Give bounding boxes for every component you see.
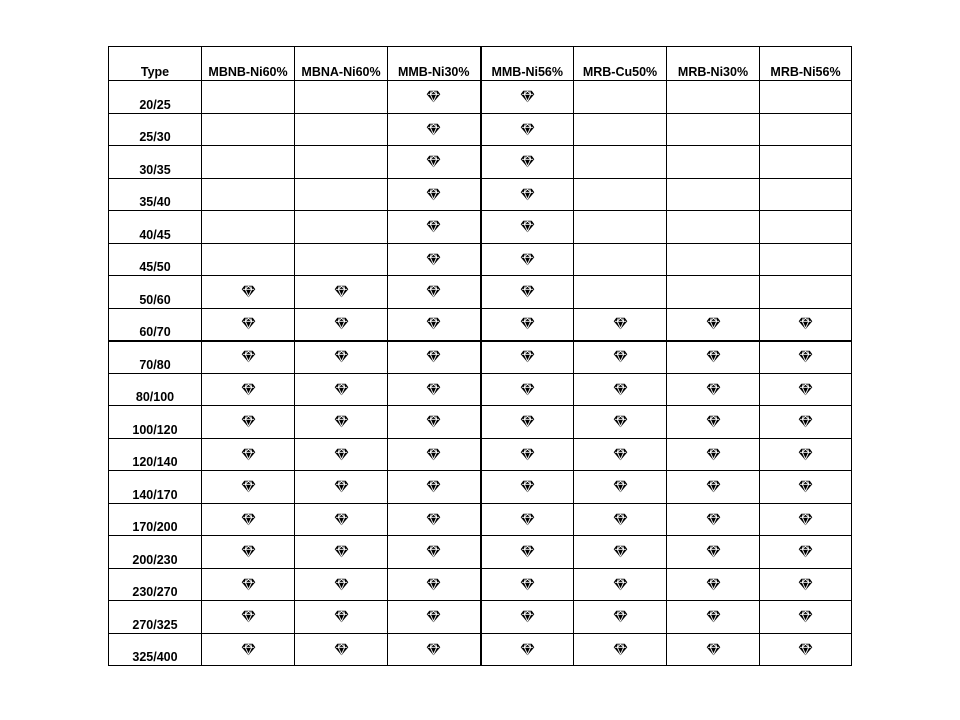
table-row: [109, 211, 852, 244]
diamond-icon: [613, 448, 628, 461]
availability-cell: [388, 503, 481, 536]
row-type-label: 200/230: [109, 536, 202, 569]
availability-cell: [760, 146, 852, 179]
row-type-label: 100/120: [109, 406, 202, 439]
row-type-label: 40/45: [109, 211, 202, 244]
availability-cell: [574, 601, 667, 634]
row-type-label: 140/170: [109, 471, 202, 504]
availability-cell: [481, 568, 574, 601]
diamond-icon: [241, 448, 256, 461]
availability-cell: [760, 373, 852, 406]
row-type-label: 70/80: [109, 341, 202, 374]
availability-cell: [481, 373, 574, 406]
table-row: [109, 633, 852, 666]
diamond-icon: [426, 188, 441, 201]
diamond-icon: [798, 350, 813, 363]
availability-cell: [574, 471, 667, 504]
availability-cell: [202, 341, 295, 374]
table-row: [109, 471, 852, 504]
diamond-icon: [520, 253, 535, 266]
availability-cell: [667, 568, 760, 601]
availability-cell: [667, 373, 760, 406]
availability-cell: [388, 471, 481, 504]
availability-cell: [202, 406, 295, 439]
diamond-icon: [706, 643, 721, 656]
diamond-icon: [520, 350, 535, 363]
table-row: [109, 503, 852, 536]
availability-cell: [574, 113, 667, 146]
table-row: [109, 536, 852, 569]
availability-cell: [667, 438, 760, 471]
diamond-icon: [706, 350, 721, 363]
row-type-label: 30/35: [109, 146, 202, 179]
row-type-label: 80/100: [109, 373, 202, 406]
diamond-icon: [241, 480, 256, 493]
diamond-icon: [613, 383, 628, 396]
diamond-icon: [426, 610, 441, 623]
row-type-label: 45/50: [109, 243, 202, 276]
availability-cell: [295, 601, 388, 634]
diamond-icon: [426, 317, 441, 330]
availability-cell: [667, 211, 760, 244]
availability-cell: [388, 536, 481, 569]
diamond-icon: [426, 545, 441, 558]
availability-cell: [574, 81, 667, 114]
availability-cell: [202, 81, 295, 114]
diamond-icon: [241, 643, 256, 656]
diamond-icon: [241, 513, 256, 526]
availability-cell: [481, 243, 574, 276]
header-mrb-ni56: MRB-Ni56%: [760, 47, 852, 81]
availability-cell: [202, 308, 295, 341]
diamond-icon: [426, 285, 441, 298]
availability-cell: [481, 113, 574, 146]
diamond-icon: [706, 415, 721, 428]
availability-cell: [667, 503, 760, 536]
availability-cell: [295, 341, 388, 374]
row-type-label: 170/200: [109, 503, 202, 536]
availability-cell: [295, 406, 388, 439]
availability-cell: [388, 308, 481, 341]
availability-cell: [295, 146, 388, 179]
availability-cell: [481, 438, 574, 471]
availability-cell: [667, 308, 760, 341]
availability-cell: [202, 568, 295, 601]
table-row: [109, 308, 852, 341]
availability-cell: [760, 406, 852, 439]
diamond-icon: [706, 383, 721, 396]
availability-cell: [295, 471, 388, 504]
availability-cell: [388, 178, 481, 211]
diamond-icon: [426, 513, 441, 526]
availability-cell: [388, 276, 481, 309]
availability-cell: [760, 601, 852, 634]
availability-cell: [202, 503, 295, 536]
availability-cell: [481, 308, 574, 341]
diamond-icon: [520, 155, 535, 168]
diamond-icon: [334, 545, 349, 558]
availability-cell: [295, 438, 388, 471]
diamond-icon: [241, 578, 256, 591]
availability-cell: [295, 633, 388, 666]
availability-cell: [388, 113, 481, 146]
availability-cell: [481, 536, 574, 569]
diamond-icon: [798, 383, 813, 396]
table-row: [109, 276, 852, 309]
table-row: [109, 341, 852, 374]
availability-cell: [760, 503, 852, 536]
availability-cell: [388, 438, 481, 471]
availability-cell: [667, 81, 760, 114]
availability-cell: [760, 438, 852, 471]
availability-cell: [481, 211, 574, 244]
availability-cell: [388, 633, 481, 666]
table-row: [109, 373, 852, 406]
diamond-icon: [520, 610, 535, 623]
availability-cell: [667, 113, 760, 146]
diamond-icon: [706, 610, 721, 623]
diamond-icon: [798, 578, 813, 591]
diamond-icon: [706, 480, 721, 493]
diamond-icon: [706, 513, 721, 526]
diamond-icon: [334, 350, 349, 363]
availability-cell: [388, 373, 481, 406]
header-mrb-cu50: MRB-Cu50%: [574, 47, 667, 81]
diamond-icon: [241, 415, 256, 428]
diamond-icon: [520, 448, 535, 461]
diamond-icon: [798, 513, 813, 526]
diamond-icon: [426, 415, 441, 428]
availability-cell: [202, 146, 295, 179]
row-type-label: 325/400: [109, 633, 202, 666]
availability-cell: [574, 503, 667, 536]
diamond-icon: [520, 383, 535, 396]
availability-cell: [667, 341, 760, 374]
table-row: [109, 601, 852, 634]
diamond-icon: [426, 448, 441, 461]
availability-cell: [295, 276, 388, 309]
row-type-label: 50/60: [109, 276, 202, 309]
availability-cell: [760, 471, 852, 504]
availability-cell: [202, 471, 295, 504]
diamond-icon: [334, 317, 349, 330]
table-row: [109, 438, 852, 471]
availability-cell: [388, 243, 481, 276]
diamond-icon: [613, 415, 628, 428]
header-mbna-ni60: MBNA-Ni60%: [295, 47, 388, 81]
header-mrb-ni30: MRB-Ni30%: [667, 47, 760, 81]
row-type-label: 270/325: [109, 601, 202, 634]
header-mmb-ni30: MMB-Ni30%: [388, 47, 481, 81]
availability-cell: [481, 146, 574, 179]
availability-cell: [574, 308, 667, 341]
diamond-icon: [334, 578, 349, 591]
diamond-icon: [706, 578, 721, 591]
diamond-icon: [426, 350, 441, 363]
diamond-icon: [334, 448, 349, 461]
diamond-icon: [426, 578, 441, 591]
diamond-icon: [426, 643, 441, 656]
availability-cell: [760, 276, 852, 309]
availability-cell: [667, 243, 760, 276]
diamond-icon: [520, 220, 535, 233]
diamond-icon: [520, 317, 535, 330]
diamond-icon: [520, 188, 535, 201]
diamond-icon: [334, 480, 349, 493]
availability-cell: [574, 146, 667, 179]
diamond-icon: [241, 610, 256, 623]
availability-cell: [481, 178, 574, 211]
availability-cell: [667, 406, 760, 439]
availability-cell: [760, 633, 852, 666]
diamond-icon: [798, 610, 813, 623]
table-row: [109, 81, 852, 114]
availability-cell: [667, 178, 760, 211]
availability-cell: [295, 568, 388, 601]
header-mbnb-ni60: MBNB-Ni60%: [202, 47, 295, 81]
diamond-icon: [241, 545, 256, 558]
availability-cell: [202, 276, 295, 309]
availability-cell: [667, 146, 760, 179]
diamond-icon: [241, 317, 256, 330]
diamond-icon: [426, 220, 441, 233]
availability-cell: [295, 211, 388, 244]
row-type-label: 25/30: [109, 113, 202, 146]
availability-cell: [760, 568, 852, 601]
diamond-icon: [798, 545, 813, 558]
availability-cell: [295, 178, 388, 211]
availability-cell: [481, 276, 574, 309]
availability-cell: [202, 536, 295, 569]
availability-cell: [295, 243, 388, 276]
diamond-icon: [613, 578, 628, 591]
diamond-icon: [520, 578, 535, 591]
diamond-icon: [520, 415, 535, 428]
diamond-icon: [613, 610, 628, 623]
availability-cell: [388, 146, 481, 179]
availability-cell: [574, 211, 667, 244]
availability-cell: [388, 81, 481, 114]
diamond-icon: [613, 545, 628, 558]
diamond-icon: [613, 480, 628, 493]
availability-cell: [295, 308, 388, 341]
mesh-availability-table: [108, 46, 852, 666]
diamond-icon: [241, 383, 256, 396]
availability-cell: [760, 113, 852, 146]
row-type-label: 35/40: [109, 178, 202, 211]
diamond-icon: [426, 155, 441, 168]
row-type-label: 230/270: [109, 568, 202, 601]
table-row: [109, 113, 852, 146]
header-type: Type: [109, 47, 202, 81]
table-row: [109, 406, 852, 439]
availability-cell: [481, 341, 574, 374]
availability-cell: [202, 113, 295, 146]
row-type-label: 20/25: [109, 81, 202, 114]
availability-cell: [667, 471, 760, 504]
availability-cell: [574, 633, 667, 666]
diamond-icon: [426, 253, 441, 266]
table-row: [109, 178, 852, 211]
availability-cell: [574, 568, 667, 601]
availability-cell: [667, 601, 760, 634]
availability-cell: [760, 243, 852, 276]
availability-cell: [295, 503, 388, 536]
availability-cell: [295, 373, 388, 406]
diamond-icon: [426, 480, 441, 493]
diamond-icon: [798, 480, 813, 493]
availability-cell: [295, 113, 388, 146]
diamond-icon: [426, 123, 441, 136]
availability-cell: [760, 81, 852, 114]
availability-cell: [481, 471, 574, 504]
availability-cell: [388, 406, 481, 439]
availability-cell: [574, 243, 667, 276]
diamond-icon: [798, 448, 813, 461]
availability-cell: [481, 406, 574, 439]
diamond-icon: [334, 415, 349, 428]
availability-cell: [574, 373, 667, 406]
diamond-icon: [798, 415, 813, 428]
diamond-icon: [334, 513, 349, 526]
availability-cell: [388, 568, 481, 601]
availability-cell: [667, 633, 760, 666]
availability-cell: [388, 211, 481, 244]
diamond-icon: [613, 513, 628, 526]
diamond-icon: [613, 350, 628, 363]
row-type-label: 60/70: [109, 308, 202, 341]
diamond-icon: [334, 383, 349, 396]
diamond-icon: [520, 123, 535, 136]
diamond-icon: [520, 285, 535, 298]
availability-cell: [481, 633, 574, 666]
diamond-icon: [426, 90, 441, 103]
availability-cell: [574, 406, 667, 439]
availability-cell: [574, 341, 667, 374]
availability-cell: [574, 178, 667, 211]
diamond-icon: [613, 643, 628, 656]
availability-cell: [574, 438, 667, 471]
availability-cell: [202, 211, 295, 244]
availability-cell: [574, 536, 667, 569]
table-row: [109, 243, 852, 276]
diamond-icon: [706, 317, 721, 330]
diamond-icon: [520, 90, 535, 103]
diamond-icon: [334, 610, 349, 623]
diamond-icon: [241, 350, 256, 363]
availability-cell: [481, 81, 574, 114]
row-type-label: 120/140: [109, 438, 202, 471]
diamond-icon: [520, 643, 535, 656]
header-mmb-ni56: MMB-Ni56%: [481, 47, 574, 81]
availability-cell: [760, 536, 852, 569]
availability-cell: [760, 211, 852, 244]
availability-cell: [574, 276, 667, 309]
diamond-icon: [798, 317, 813, 330]
diamond-icon: [798, 643, 813, 656]
availability-cell: [760, 178, 852, 211]
availability-cell: [202, 601, 295, 634]
availability-cell: [667, 276, 760, 309]
availability-cell: [760, 341, 852, 374]
availability-cell: [202, 373, 295, 406]
availability-cell: [295, 81, 388, 114]
availability-cell: [202, 243, 295, 276]
diamond-icon: [520, 513, 535, 526]
diamond-icon: [520, 480, 535, 493]
diamond-icon: [613, 317, 628, 330]
header-row: [109, 47, 852, 81]
diamond-icon: [241, 285, 256, 298]
availability-cell: [202, 633, 295, 666]
table-row: [109, 146, 852, 179]
diamond-icon: [706, 545, 721, 558]
diamond-icon: [334, 285, 349, 298]
availability-cell: [667, 536, 760, 569]
table-row: [109, 568, 852, 601]
table-body: [109, 81, 852, 666]
availability-cell: [295, 536, 388, 569]
availability-cell: [202, 178, 295, 211]
availability-cell: [388, 341, 481, 374]
availability-cell: [760, 308, 852, 341]
availability-cell: [481, 601, 574, 634]
availability-cell: [202, 438, 295, 471]
diamond-icon: [426, 383, 441, 396]
availability-cell: [481, 503, 574, 536]
availability-cell: [388, 601, 481, 634]
diamond-icon: [706, 448, 721, 461]
diamond-icon: [520, 545, 535, 558]
diamond-icon: [334, 643, 349, 656]
